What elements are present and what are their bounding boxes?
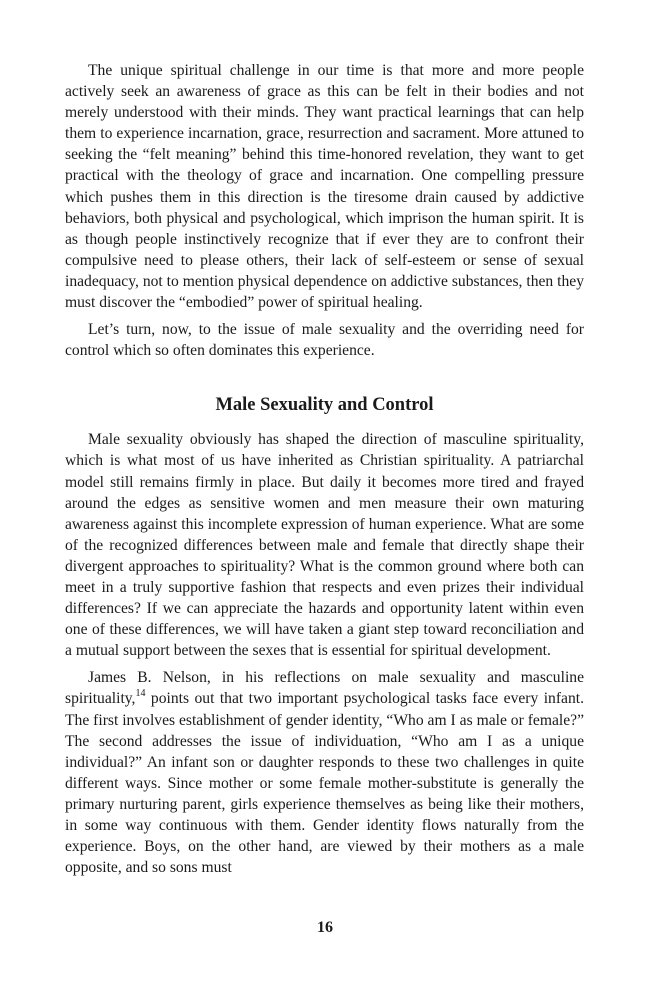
body-paragraph: The unique spiritual challenge in our time is that more and more people actively seek an awareness of grace as this can be felt in their bodies and not merely understood with their minds. They want practical learnings that can help them to experience incarnation, grace, resurrection and sacrament. More attuned to seeking the “felt meaning” behind this time-honored revelation, they want to get practical with the theology of grace and incarnation. One compelling pressure which pushes them in this direction is the tiresome drain caused by addictive behaviors, both physical and psychological, which imprison the human spirit. It is as though people instinctively recognize that if ever they are to confront their compulsive need to please others, their lack of self-esteem or sense of sexual inadequacy, not to mention physical dependence on addictive substances, then they must discover the “embodied” power of spiritual healing.	[65, 62, 584, 312]
footnote-marker: 14	[135, 688, 146, 700]
page-number: 16	[317, 919, 333, 936]
body-paragraph: Male sexuality obviously has shaped the direction of masculine spirituality, which is what most of us have inherited as Christian spirituality. A patriarchal model still remains firmly in place. But daily it becomes more tired and frayed around the edges as sensitive women and men measure their own maturing awareness against this incomplete expression of human experience. What are some of the recognized differences between male and female that directly shape their divergent approaches to spirituality? What is the common ground where both can meet in a truly supportive fashion that respects and even prizes their individual differences? If we can appreciate the hazards and opportunity latent within even one of these differences, we will have taken a giant step toward reconciliation and a mutual support between the sexes that is essential for spiritual development.	[65, 431, 584, 660]
section-heading: Male Sexuality and Control	[215, 395, 434, 416]
paragraph-text: points out that two important psychological tasks face every infant. The first involves establishment of gender identity, “Who am I as male or female?” The second addresses the issue of individuation, “Who am I as a unique individual?” An infant son or daughter responds to these two challenges in quite different ways. Since mother or some female mother-substitute is generally the primary nurturing parent, girls experience themselves as being like their mothers, in some way continuous with them. Gender identity flows naturally from the experience. Boys, on the other hand, are viewed by their mothers as a male opposite, and so sons must	[65, 690, 584, 877]
page-body	[65, 60, 584, 878]
paragraph-text: James B. Nelson, in his reflections on male sexuality and masculine spirituality,	[65, 669, 584, 708]
body-paragraph-with-footnote	[65, 667, 584, 878]
body-paragraph: Let’s turn, now, to the issue of male sexuality and the overriding need for control which so often dominates this experience.	[65, 321, 584, 360]
